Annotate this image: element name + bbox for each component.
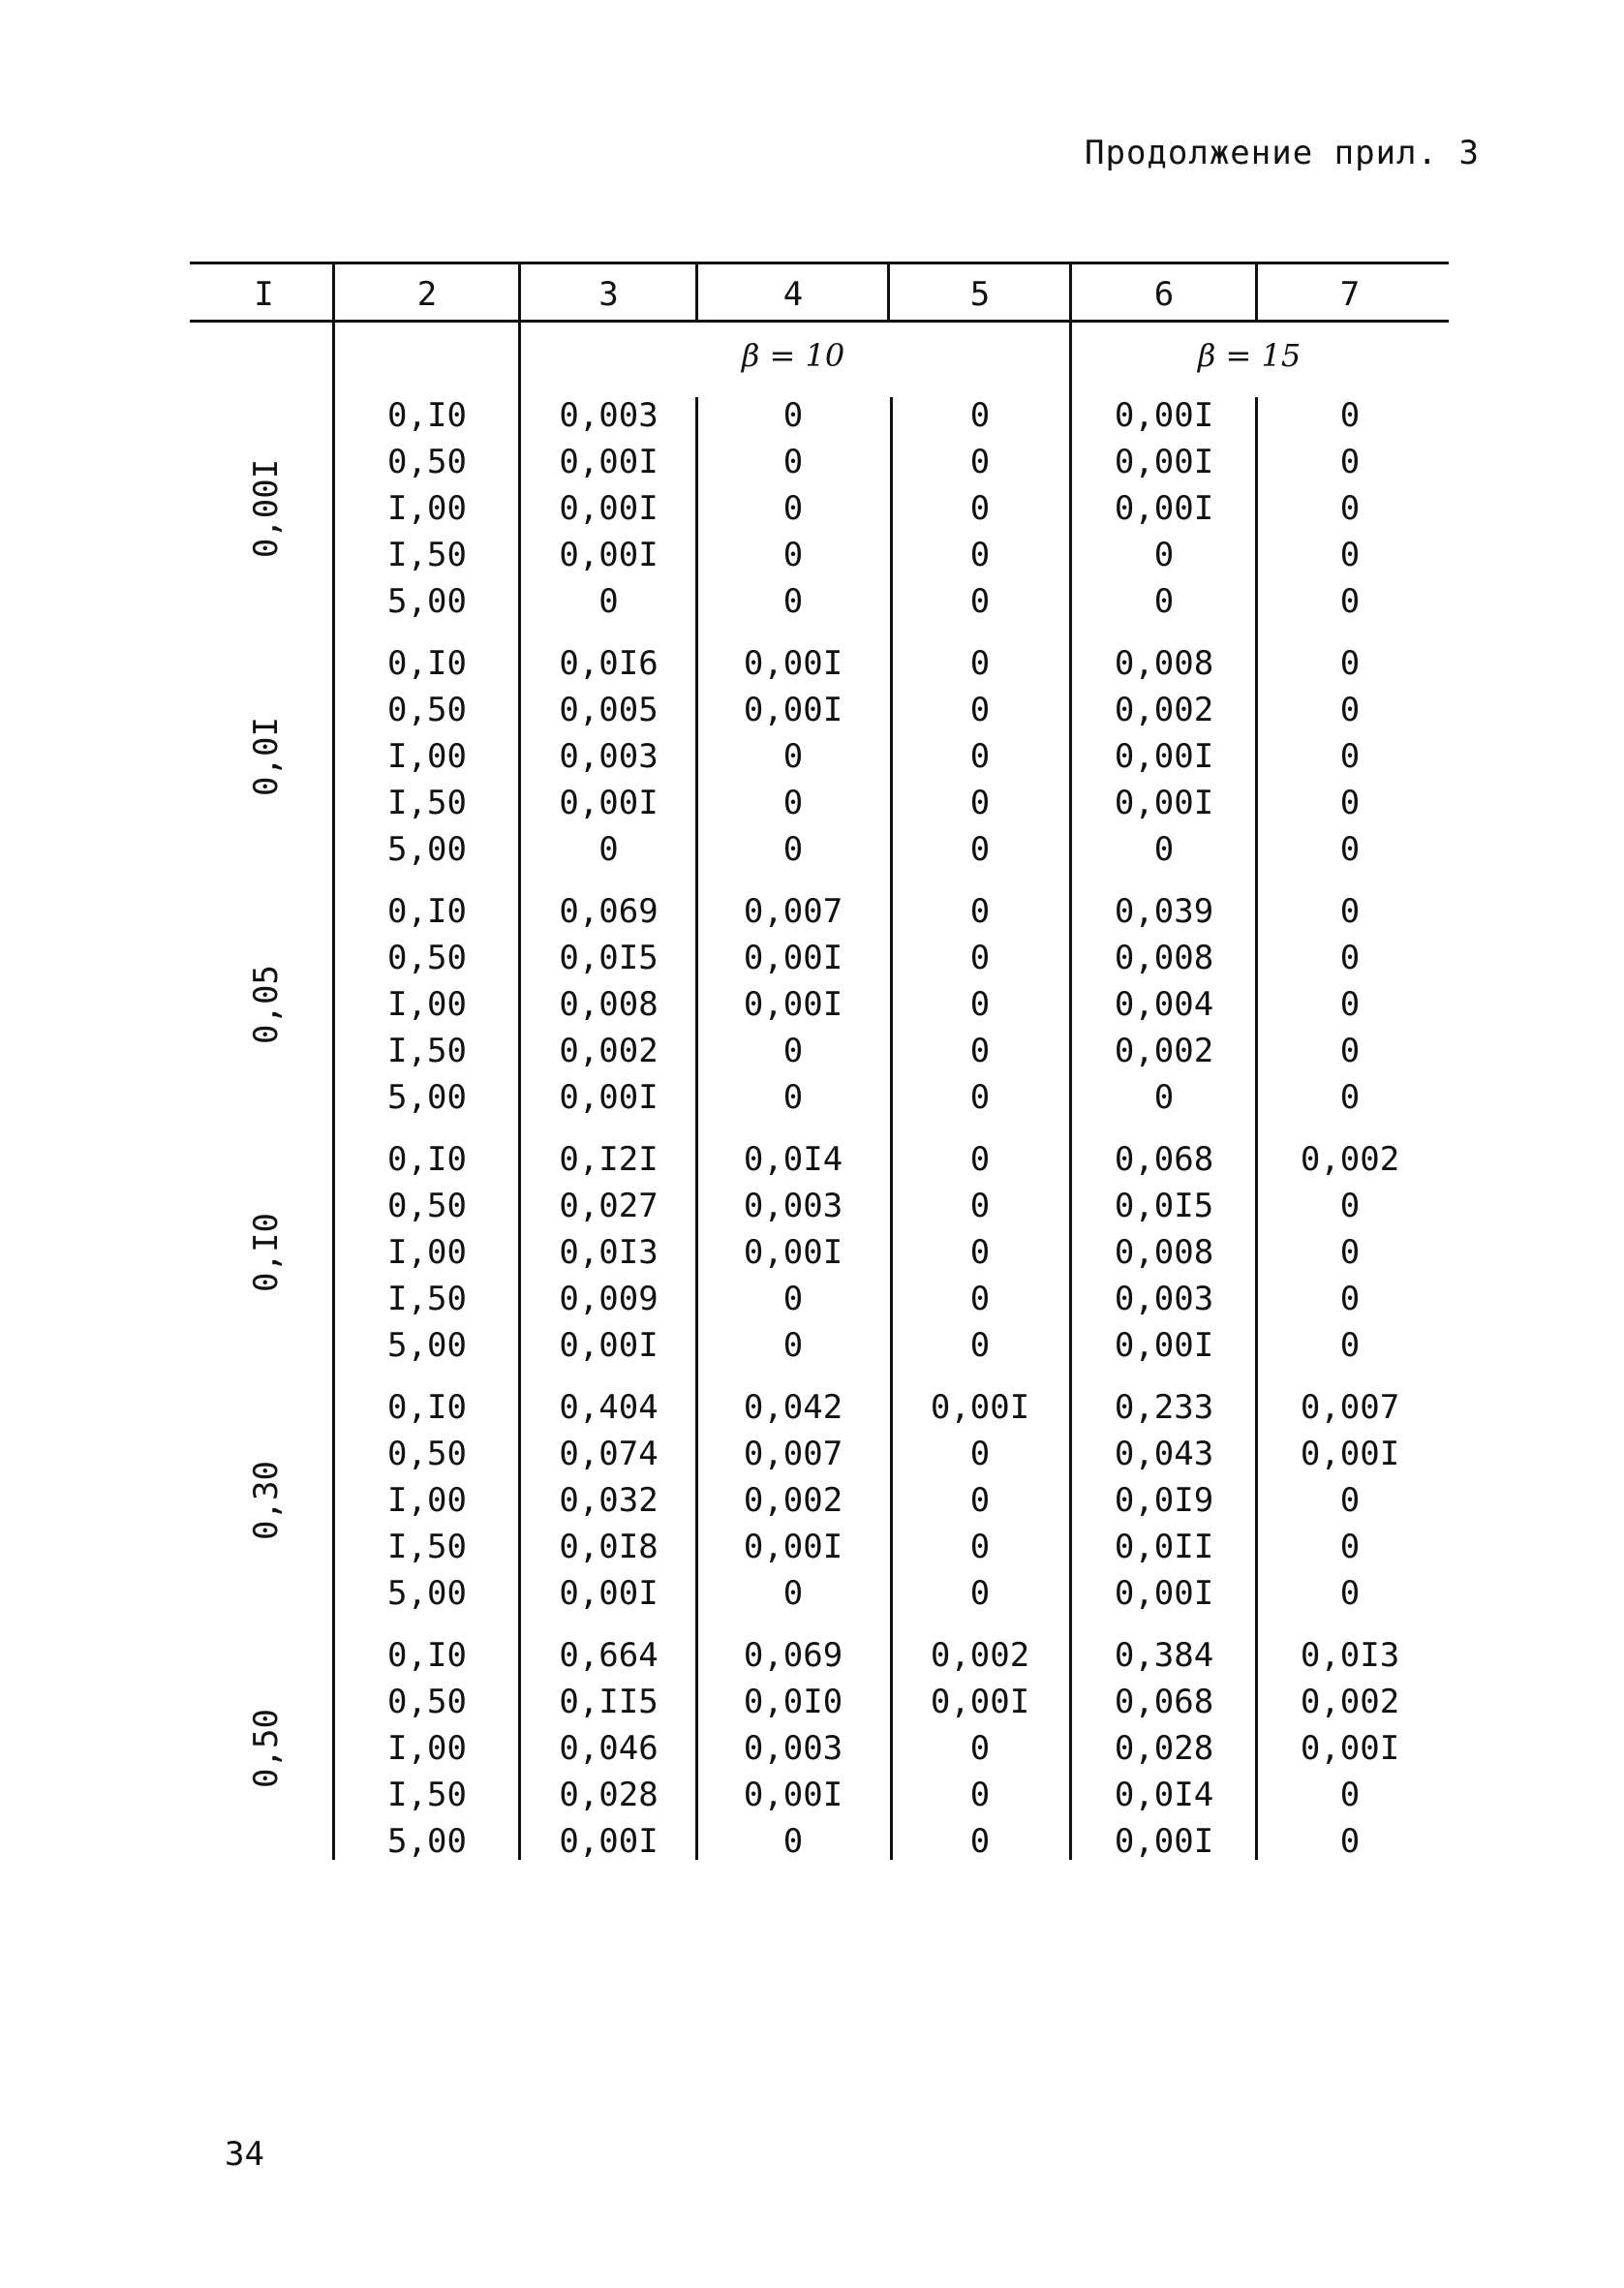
table-cell: 0 xyxy=(1339,1326,1361,1365)
table-cell: 0 xyxy=(1339,644,1361,683)
table-cell: 0,002 xyxy=(1300,1140,1400,1179)
table-cell: 0 xyxy=(969,985,991,1024)
table-cell: 0,003 xyxy=(559,737,659,776)
table-cell: I,50 xyxy=(387,1528,467,1566)
table-cell: 5,00 xyxy=(387,1574,467,1613)
table-cell: 0 xyxy=(598,582,619,621)
table-cell: 0,00I xyxy=(1300,1729,1400,1768)
table-cell: 0 xyxy=(782,737,804,776)
table-cell: I,00 xyxy=(387,737,467,776)
table-cell: 0 xyxy=(782,1822,804,1861)
table-cell: 0 xyxy=(969,830,991,869)
beta-label-10: β = 10 xyxy=(741,337,845,374)
table-cell: 0,008 xyxy=(1114,1233,1214,1272)
table-cell: 0 xyxy=(969,1140,991,1179)
table-cell: 0,0I3 xyxy=(559,1233,659,1272)
table-cell: 0 xyxy=(969,1326,991,1365)
table-cell: I,50 xyxy=(387,784,467,822)
table-cell: 0,00I xyxy=(559,1326,659,1365)
table-cell: 0 xyxy=(1339,830,1361,869)
table-cell: 0 xyxy=(969,396,991,435)
table-cell: 0,008 xyxy=(1114,644,1214,683)
table-cell: 0,00I xyxy=(930,1388,1030,1427)
table-cell: 0 xyxy=(1339,939,1361,977)
table-cell: 0 xyxy=(969,1481,991,1520)
table-cell: 0,0II xyxy=(1114,1528,1214,1566)
table-cell: 0,068 xyxy=(1114,1140,1214,1179)
table-cell: 0,00I xyxy=(743,644,843,683)
table-cell: 0,50 xyxy=(387,691,467,729)
table-cell: 0,042 xyxy=(743,1388,843,1427)
table-cell: 0,003 xyxy=(559,396,659,435)
table-cell: 0 xyxy=(969,892,991,931)
table-cell: 0,046 xyxy=(559,1729,659,1768)
table-cell: 0,50 xyxy=(387,1435,467,1473)
beta-label-15: β = 15 xyxy=(1197,337,1302,374)
table-cell: 0,002 xyxy=(559,1032,659,1070)
page-number: 34 xyxy=(225,2135,264,2174)
table-cell: I,50 xyxy=(387,1032,467,1070)
table-cell: 0 xyxy=(969,691,991,729)
table-cell: 0,00I xyxy=(1114,1574,1214,1613)
table-cell: 0 xyxy=(969,1280,991,1318)
table-cell: 0 xyxy=(969,1776,991,1814)
table-cell: 0,II5 xyxy=(559,1683,659,1721)
table-cell: 0 xyxy=(1339,1233,1361,1272)
table-cell: 0 xyxy=(782,443,804,481)
table-cell: 0,003 xyxy=(743,1187,843,1225)
col-header-3: 3 xyxy=(598,275,619,314)
table-cell: 0,00I xyxy=(559,784,659,822)
table-cell: 0,007 xyxy=(743,892,843,931)
table-cell: 0 xyxy=(782,784,804,822)
table-cell: 0,00I xyxy=(743,939,843,977)
table-cell: 0,039 xyxy=(1114,892,1214,931)
table-cell: 0,I0 xyxy=(387,1636,467,1675)
table-cell: 0,027 xyxy=(559,1187,659,1225)
table-cell: 0 xyxy=(1339,691,1361,729)
col-header-7: 7 xyxy=(1339,275,1361,314)
table-cell: 0,032 xyxy=(559,1481,659,1520)
table-cell: 0 xyxy=(969,1574,991,1613)
continuation-note: Продолжение прил. 3 xyxy=(1085,134,1480,172)
table-cell: 0,00I xyxy=(743,691,843,729)
table-cell: I,00 xyxy=(387,489,467,528)
table-cell: 0,I2I xyxy=(559,1140,659,1179)
table-cell: 0,0I0 xyxy=(743,1683,843,1721)
table-cell: 0 xyxy=(969,1528,991,1566)
table-cell: 0 xyxy=(782,396,804,435)
table-cell: 0,007 xyxy=(743,1435,843,1473)
table-cell: 0 xyxy=(782,830,804,869)
table-cell: 0,005 xyxy=(559,691,659,729)
group-label: 0,0I xyxy=(247,717,286,796)
table-cell: 0 xyxy=(1339,1776,1361,1814)
table-cell: 0 xyxy=(782,1078,804,1117)
table-cell: 0 xyxy=(969,939,991,977)
table-cell: 0 xyxy=(1339,1574,1361,1613)
table-cell: 0 xyxy=(969,536,991,574)
table-cell: 0,0I5 xyxy=(1114,1187,1214,1225)
col-header-5: 5 xyxy=(969,275,991,314)
table-cell: 0,028 xyxy=(1114,1729,1214,1768)
table-cell: I,50 xyxy=(387,1776,467,1814)
col-header-4: 4 xyxy=(782,275,804,314)
table-cell: 0 xyxy=(969,1078,991,1117)
table-cell: 0 xyxy=(1339,536,1361,574)
table-cell: 0,00I xyxy=(743,1776,843,1814)
table-cell: I,50 xyxy=(387,1280,467,1318)
table-cell: 0,I0 xyxy=(387,396,467,435)
col-divider-2-header xyxy=(518,262,521,322)
col-divider-6-header xyxy=(1255,262,1258,322)
table-cell: 0,002 xyxy=(1300,1683,1400,1721)
table-cell: 0,0I4 xyxy=(1114,1776,1214,1814)
group-label: 0,30 xyxy=(247,1461,286,1540)
table-cell: 0,00I xyxy=(1300,1435,1400,1473)
table-cell: 0,384 xyxy=(1114,1636,1214,1675)
table-cell: 0 xyxy=(969,1187,991,1225)
table-cell: 0,00I xyxy=(559,443,659,481)
table-cell: 0,664 xyxy=(559,1636,659,1675)
table-cell: 0,043 xyxy=(1114,1435,1214,1473)
table-cell: 0 xyxy=(969,489,991,528)
table-cell: 0,0I5 xyxy=(559,939,659,977)
table-cell: 5,00 xyxy=(387,1078,467,1117)
table-cell: 5,00 xyxy=(387,1822,467,1861)
table-cell: 0 xyxy=(782,1574,804,1613)
table-cell: 0,I0 xyxy=(387,892,467,931)
table-cell: 0,00I xyxy=(559,1078,659,1117)
table-cell: 0,00I xyxy=(1114,737,1214,776)
table-cell: 0 xyxy=(1153,536,1175,574)
table-cell: 0 xyxy=(1153,830,1175,869)
table-cell: 0 xyxy=(1339,396,1361,435)
table-cell: 0,0I3 xyxy=(1300,1636,1400,1675)
table-cell: 0,00I xyxy=(743,1233,843,1272)
table-cell: 0,0I9 xyxy=(1114,1481,1214,1520)
table-cell: 0 xyxy=(969,784,991,822)
table-top-rule xyxy=(190,262,1449,264)
table-cell: 0 xyxy=(1153,582,1175,621)
table-cell: 0 xyxy=(1339,737,1361,776)
col-divider-4-header xyxy=(887,262,890,322)
table-cell: 0 xyxy=(969,1822,991,1861)
table-cell: 0,008 xyxy=(559,985,659,1024)
table-cell: 0,074 xyxy=(559,1435,659,1473)
table-cell: 0,00I xyxy=(559,536,659,574)
table-cell: 0,00I xyxy=(930,1683,1030,1721)
table-cell: 0,00I xyxy=(743,985,843,1024)
table-cell: 0,002 xyxy=(1114,1032,1214,1070)
table-cell: 0,50 xyxy=(387,1683,467,1721)
table-cell: 0,50 xyxy=(387,443,467,481)
table-cell: 0 xyxy=(1339,1528,1361,1566)
table-cell: 0,002 xyxy=(930,1636,1030,1675)
table-cell: 0 xyxy=(598,830,619,869)
table-cell: 0 xyxy=(1339,1280,1361,1318)
table-cell: 0,00I xyxy=(559,1574,659,1613)
table-cell: I,00 xyxy=(387,985,467,1024)
table-cell: 0,004 xyxy=(1114,985,1214,1024)
table-cell: I,00 xyxy=(387,1233,467,1272)
table-cell: 0 xyxy=(1339,489,1361,528)
table-cell: 0 xyxy=(969,1233,991,1272)
table-cell: 0 xyxy=(1339,443,1361,481)
table-cell: 5,00 xyxy=(387,830,467,869)
table-cell: 0,I0 xyxy=(387,644,467,683)
table-cell: 5,00 xyxy=(387,582,467,621)
table-cell: 0,009 xyxy=(559,1280,659,1318)
table-cell: 0 xyxy=(969,1435,991,1473)
table-cell: 0 xyxy=(1153,1078,1175,1117)
table-cell: 0 xyxy=(1339,582,1361,621)
group-label: 0,I0 xyxy=(247,1213,286,1292)
table-cell: 0 xyxy=(969,737,991,776)
table-cell: 0,0I8 xyxy=(559,1528,659,1566)
table-cell: 0,0I4 xyxy=(743,1140,843,1179)
col-header-6: 6 xyxy=(1153,275,1175,314)
table-cell: 0,00I xyxy=(559,489,659,528)
table-cell: 0 xyxy=(1339,1187,1361,1225)
col-header-2: 2 xyxy=(416,275,438,314)
table-cell: I,00 xyxy=(387,1481,467,1520)
table-cell: 0,233 xyxy=(1114,1388,1214,1427)
group-label: 0,50 xyxy=(247,1709,286,1788)
table-cell: 0,028 xyxy=(559,1776,659,1814)
table-cell: 0 xyxy=(1339,1822,1361,1861)
table-cell: 0,007 xyxy=(1300,1388,1400,1427)
table-cell: 0,00I xyxy=(1114,443,1214,481)
table-cell: 0 xyxy=(782,1326,804,1365)
table-cell: 0,00I xyxy=(1114,489,1214,528)
table-cell: 0 xyxy=(1339,1078,1361,1117)
table-cell: 0,50 xyxy=(387,939,467,977)
table-cell: 0,003 xyxy=(743,1729,843,1768)
table-cell: 0,00I xyxy=(1114,784,1214,822)
table-cell: 0 xyxy=(782,1032,804,1070)
header-bottom-rule xyxy=(190,320,1449,323)
table-cell: I,00 xyxy=(387,1729,467,1768)
table-cell: 0,00I xyxy=(1114,396,1214,435)
table-cell: 0,069 xyxy=(743,1636,843,1675)
table-cell: 0 xyxy=(1339,1032,1361,1070)
table-cell: 0,069 xyxy=(559,892,659,931)
table-cell: 5,00 xyxy=(387,1326,467,1365)
table-cell: 0 xyxy=(1339,985,1361,1024)
table-cell: I,50 xyxy=(387,536,467,574)
table-cell: 0,404 xyxy=(559,1388,659,1427)
table-cell: 0,I0 xyxy=(387,1388,467,1427)
table-cell: 0 xyxy=(969,582,991,621)
table-cell: 0 xyxy=(1339,892,1361,931)
col-divider-3-header xyxy=(695,262,698,322)
table-cell: 0,008 xyxy=(1114,939,1214,977)
table-cell: 0,I0 xyxy=(387,1140,467,1179)
table-cell: 0,50 xyxy=(387,1187,467,1225)
table-cell: 0 xyxy=(782,489,804,528)
table-cell: 0 xyxy=(969,1729,991,1768)
table-cell: 0 xyxy=(969,1032,991,1070)
table-cell: 0 xyxy=(969,644,991,683)
table-cell: 0,00I xyxy=(1114,1822,1214,1861)
table-cell: 0 xyxy=(969,443,991,481)
table-cell: 0,002 xyxy=(1114,691,1214,729)
table-cell: 0,068 xyxy=(1114,1683,1214,1721)
table-cell: 0,0I6 xyxy=(559,644,659,683)
col-header-1: I xyxy=(254,275,274,314)
table-cell: 0,00I xyxy=(1114,1326,1214,1365)
table-cell: 0 xyxy=(1339,784,1361,822)
table-cell: 0,00I xyxy=(559,1822,659,1861)
table-cell: 0 xyxy=(782,1280,804,1318)
table-cell: 0,00I xyxy=(743,1528,843,1566)
table-cell: 0 xyxy=(1339,1481,1361,1520)
table-cell: 0 xyxy=(782,582,804,621)
group-label: 0,00I xyxy=(247,458,286,559)
table-cell: 0 xyxy=(782,536,804,574)
table-cell: 0,003 xyxy=(1114,1280,1214,1318)
table-cell: 0,002 xyxy=(743,1481,843,1520)
group-label: 0,05 xyxy=(247,965,286,1044)
